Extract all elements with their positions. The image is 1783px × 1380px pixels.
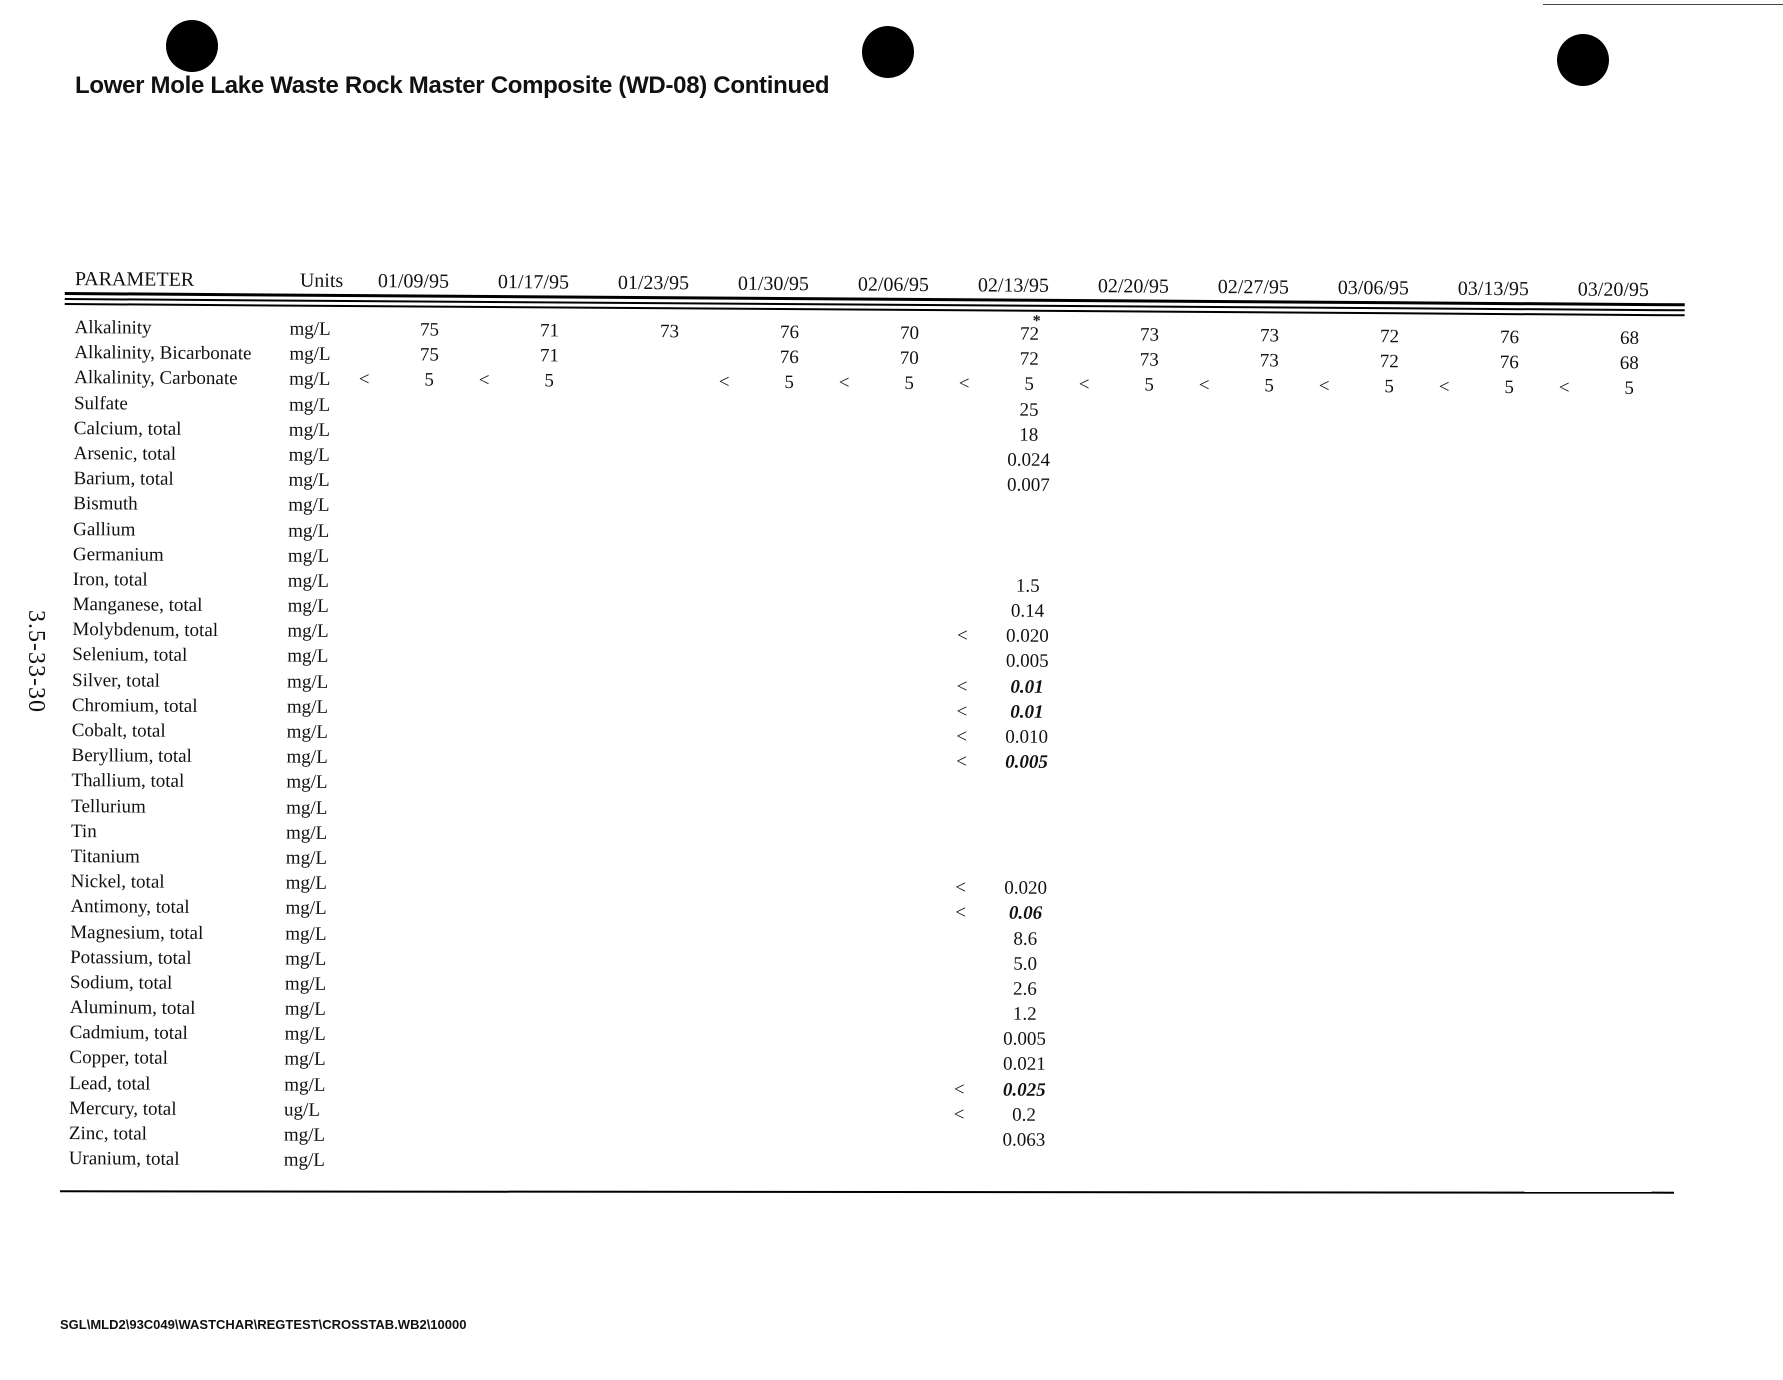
unit-label: mg/L xyxy=(288,444,330,466)
unit-label: mg/L xyxy=(285,847,328,869)
unit-label: mg/L xyxy=(287,645,329,668)
table-header xyxy=(65,262,1685,303)
parameter-name: Tin xyxy=(70,820,97,842)
less-than-qualifier: < xyxy=(958,373,970,395)
measurement-value: 5 xyxy=(784,372,794,394)
asterisk-note: * xyxy=(1032,312,1041,330)
parameter-name: Bismuth xyxy=(73,493,138,515)
header-date: 01/30/95 xyxy=(737,272,810,296)
punch-hole-center xyxy=(862,26,914,78)
measurement-value: 73 xyxy=(1139,349,1159,371)
measurement-value: 0.14 xyxy=(1010,600,1045,622)
measurement-value: 0.063 xyxy=(1002,1129,1046,1151)
measurement-value: 0.005 xyxy=(1003,1028,1047,1051)
unit-label: mg/L xyxy=(289,368,331,391)
less-than-qualifier: < xyxy=(1198,375,1210,397)
measurement-value: 72 xyxy=(1379,351,1399,373)
measurement-value: 71 xyxy=(539,320,560,342)
side-page-number: 3.5-33-30 xyxy=(23,610,49,713)
parameter-name: Selenium, total xyxy=(72,644,188,667)
header-date: 02/27/95 xyxy=(1217,276,1290,299)
measurement-value: 72 xyxy=(1379,326,1400,348)
less-than-qualifier: < xyxy=(1558,377,1570,399)
less-than-qualifier: < xyxy=(955,877,967,899)
parameter-name: Silver, total xyxy=(72,669,161,692)
less-than-qualifier: < xyxy=(1438,376,1450,399)
measurement-value: 73 xyxy=(1259,350,1279,372)
measurement-value: 0.005 xyxy=(1005,651,1049,673)
measurement-value: 2.6 xyxy=(1012,978,1037,1000)
unit-label: ug/L xyxy=(284,1099,321,1121)
header-date: 02/13/95 xyxy=(977,274,1050,297)
unit-label: mg/L xyxy=(284,998,327,1020)
measurement-value: 72 xyxy=(1019,348,1039,370)
measurement-value: 25 xyxy=(1019,399,1039,421)
header-units: Units xyxy=(299,269,344,292)
parameter-name: Barium, total xyxy=(73,468,174,490)
measurement-value: 5 xyxy=(1384,376,1394,398)
unit-label: mg/L xyxy=(288,520,330,542)
parameter-name: Cadmium, total xyxy=(69,1022,188,1045)
unit-label: mg/L xyxy=(286,771,328,794)
less-than-qualifier: < xyxy=(718,371,730,394)
parameter-name: Sulfate xyxy=(73,392,128,415)
measurement-value: 0.005 xyxy=(1005,751,1048,774)
measurement-value: 75 xyxy=(419,319,440,341)
unit-label: mg/L xyxy=(283,1124,326,1146)
header-parameter: PARAMETER xyxy=(74,268,195,291)
measurement-value: 0.024 xyxy=(1007,449,1051,471)
measurement-value: 70 xyxy=(899,322,920,344)
parameter-name: Potassium, total xyxy=(70,946,192,969)
measurement-value: 8.6 xyxy=(1013,928,1038,950)
parameter-name: Tellurium xyxy=(71,795,146,818)
parameter-name: Sodium, total xyxy=(69,971,173,994)
parameter-name: Aluminum, total xyxy=(69,997,196,1019)
measurement-value: 0.025 xyxy=(1002,1079,1046,1101)
measurement-value: 0.020 xyxy=(1005,625,1049,648)
header-date: 03/20/95 xyxy=(1577,278,1650,302)
parameter-name: Alkalinity, Carbonate xyxy=(74,367,238,390)
unit-label: mg/L xyxy=(289,343,331,366)
unit-label: mg/L xyxy=(286,746,328,769)
measurement-value: 76 xyxy=(1499,352,1519,374)
measurement-value: 70 xyxy=(899,348,919,370)
parameter-name: Chromium, total xyxy=(71,694,198,717)
unit-label: mg/L xyxy=(286,696,329,718)
header-date: 03/13/95 xyxy=(1457,277,1530,301)
less-than-qualifier: < xyxy=(1318,376,1330,398)
measurement-value: 1.2 xyxy=(1012,1003,1037,1025)
measurement-value: 76 xyxy=(1499,327,1520,349)
parameter-name: Arsenic, total xyxy=(73,443,177,465)
parameter-name: Thallium, total xyxy=(71,770,185,793)
measurement-value: 76 xyxy=(779,321,800,344)
unit-label: mg/L xyxy=(285,822,328,844)
unit-label: mg/L xyxy=(286,721,328,743)
unit-label: mg/L xyxy=(287,671,329,693)
parameter-name: Antimony, total xyxy=(70,896,190,919)
file-path-footer: SGL\MLD2\93C049\WASTCHAR\REGTEST\CROSSTAB.WB2\10000 xyxy=(60,1317,467,1332)
measurement-value: 0.010 xyxy=(1005,726,1049,748)
parameter-name: Beryllium, total xyxy=(71,745,192,768)
measurement-value: 1.5 xyxy=(1015,575,1040,597)
header-date: 02/20/95 xyxy=(1097,275,1170,298)
parameter-name: Alkalinity, Bicarbonate xyxy=(74,342,252,365)
less-than-qualifier: < xyxy=(956,675,968,697)
measurement-value: 0.01 xyxy=(1010,676,1044,698)
parameter-name: Copper, total xyxy=(69,1047,168,1070)
parameter-name: Zinc, total xyxy=(68,1123,148,1145)
table-bottom-rule xyxy=(60,1190,1674,1193)
parameter-name: Germanium xyxy=(72,543,164,566)
less-than-qualifier: < xyxy=(953,1078,965,1100)
less-than-qualifier: < xyxy=(838,372,850,394)
less-than-qualifier: < xyxy=(953,1104,965,1126)
measurement-value: 0.021 xyxy=(1002,1054,1046,1076)
less-than-qualifier: < xyxy=(956,751,967,773)
less-than-qualifier: < xyxy=(956,701,968,723)
measurement-value: 0.2 xyxy=(1012,1104,1037,1126)
unit-label: mg/L xyxy=(288,469,330,491)
measurement-value: 5 xyxy=(424,369,435,391)
unit-label: mg/L xyxy=(288,494,330,517)
parameter-name: Titanium xyxy=(70,845,140,868)
parameter-name: Calcium, total xyxy=(73,417,182,440)
parameter-name: Uranium, total xyxy=(68,1148,180,1171)
measurement-value: 0.007 xyxy=(1007,474,1050,497)
unit-label: mg/L xyxy=(284,1074,326,1096)
unit-label: mg/L xyxy=(288,394,331,416)
measurement-value: 5.0 xyxy=(1013,953,1038,975)
header-date: 01/17/95 xyxy=(497,271,570,294)
unit-label: mg/L xyxy=(284,973,327,995)
unit-label: mg/L xyxy=(285,948,327,970)
measurement-value: 73 xyxy=(1139,324,1160,346)
measurement-value: 18 xyxy=(1019,424,1039,446)
measurement-value: 0.01 xyxy=(1010,701,1044,723)
parameter-name: Cobalt, total xyxy=(71,720,166,742)
measurement-value: 75 xyxy=(419,344,439,366)
parameter-name: Alkalinity xyxy=(74,317,152,339)
table-body xyxy=(59,312,1685,1183)
parameter-name: Manganese, total xyxy=(72,594,203,617)
less-than-qualifier: < xyxy=(956,625,968,647)
unit-label: mg/L xyxy=(287,595,329,617)
punch-hole-left xyxy=(166,20,218,72)
page-title: Lower Mole Lake Waste Rock Master Composite (WD-08) Continued xyxy=(75,72,830,99)
parameter-name: Gallium xyxy=(73,518,136,540)
header-date: 02/06/95 xyxy=(857,273,930,297)
corner-rule xyxy=(1543,4,1783,5)
parameter-name: Magnesium, total xyxy=(70,921,204,944)
measurement-value: 71 xyxy=(539,345,559,367)
measurement-value: 5 xyxy=(1144,374,1154,396)
unit-label: mg/L xyxy=(285,897,327,920)
parameter-name: Molybdenum, total xyxy=(72,619,219,642)
unit-label: mg/L xyxy=(287,620,329,643)
measurement-value: 68 xyxy=(1619,327,1640,349)
measurement-value: 5 xyxy=(1504,377,1514,399)
parameter-name: Nickel, total xyxy=(70,871,165,893)
less-than-qualifier: < xyxy=(478,370,490,392)
unit-label: mg/L xyxy=(284,1048,326,1071)
header-date: 01/09/95 xyxy=(377,270,450,293)
unit-label: mg/L xyxy=(287,545,330,567)
measurement-value: 72 xyxy=(1019,323,1040,345)
unit-label: mg/L xyxy=(284,1023,326,1046)
measurement-value: 5 xyxy=(1264,375,1274,397)
measurement-value: 5 xyxy=(904,373,914,395)
unit-label: mg/L xyxy=(289,318,331,340)
parameter-name: Lead, total xyxy=(69,1072,151,1095)
measurement-value: 76 xyxy=(779,347,799,369)
less-than-qualifier: < xyxy=(358,369,370,391)
measurement-value: 73 xyxy=(1259,325,1280,347)
parameter-name: Mercury, total xyxy=(69,1097,177,1120)
unit-label: mg/L xyxy=(286,797,328,819)
parameter-name: Iron, total xyxy=(72,568,148,591)
measurement-value: 5 xyxy=(1024,374,1034,396)
data-table xyxy=(59,262,1685,1183)
measurement-value: 68 xyxy=(1619,353,1639,375)
unit-label: mg/L xyxy=(288,419,331,441)
less-than-qualifier: < xyxy=(956,726,968,748)
header-date: 03/06/95 xyxy=(1337,276,1410,300)
less-than-qualifier: < xyxy=(1078,374,1090,396)
header-date: 01/23/95 xyxy=(617,271,690,295)
unit-label: mg/L xyxy=(285,872,327,894)
unit-label: mg/L xyxy=(287,570,330,592)
measurement-value: 5 xyxy=(544,370,555,392)
unit-label: mg/L xyxy=(285,923,327,945)
measurement-value: 0.020 xyxy=(1004,877,1048,899)
punch-hole-right xyxy=(1557,34,1609,86)
less-than-qualifier: < xyxy=(955,902,966,924)
measurement-value: 5 xyxy=(1624,378,1634,400)
measurement-value: 73 xyxy=(659,321,680,343)
unit-label: mg/L xyxy=(283,1149,325,1172)
measurement-value: 0.06 xyxy=(1008,902,1043,925)
